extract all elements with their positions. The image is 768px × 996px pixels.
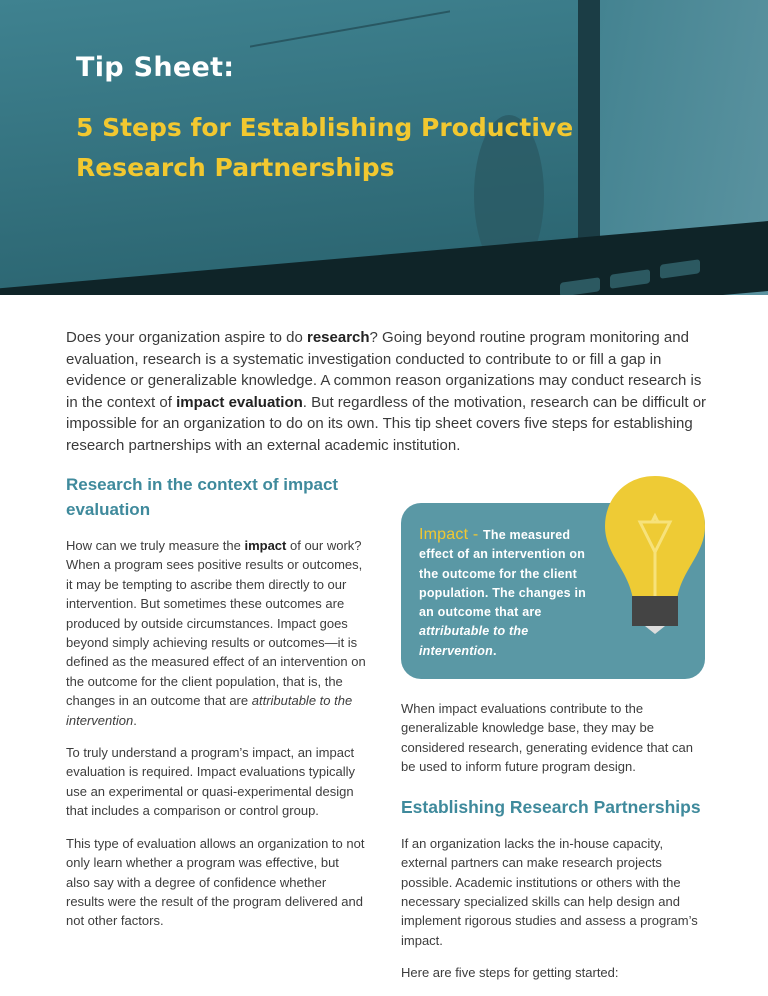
bold-term: impact evaluation	[176, 393, 303, 411]
page-subtitle: 5 Steps for Establishing Productive Research Partnerships	[76, 113, 574, 182]
definition-callout	[401, 503, 705, 679]
intro-paragraph	[66, 327, 711, 456]
paragraph: This type of evaluation allows an organization to not only learn whether a program was effective, but also say with a degree of confidence whether results were the result of the program delivered and not other factors.	[66, 835, 365, 929]
lightbulb-icon	[600, 474, 710, 649]
text: ? Going beyond routine program monitoring and evaluation, research is a systematic investigation conducted to contribute to or fill a gap in evidence or generalizable knowledge. A common reason organizations may conduct research is in the context of	[66, 329, 702, 411]
text: . But regardless of the motivation, research can be difficult or impossible for an organization to do on its own. This tip sheet covers five steps for establishing research partnerships with an external academic institution.	[66, 393, 707, 454]
bold-term: research	[306, 329, 370, 346]
text: How can we truly measure the	[66, 538, 245, 553]
page-title: Tip Sheet:	[76, 52, 235, 83]
two-column-body	[66, 472, 706, 996]
paragraph: When impact evaluations contribute to the generalizable knowledge base, they may be considered research, generating evidence that can be used to inform future program design.	[401, 701, 693, 775]
text: .	[133, 712, 137, 728]
paragraph	[66, 536, 366, 730]
callout-definition: The measured effect of an intervention on the outcome for the client population. The changes in an outcome that are	[419, 528, 587, 620]
left-column	[66, 472, 366, 996]
bold-term: impact	[244, 538, 287, 553]
italic-text: attributable to the intervention	[66, 693, 353, 728]
right-column	[401, 472, 706, 996]
paragraph: Here are five steps for getting started:	[401, 965, 619, 981]
paragraph: If an organization lacks the in-house capacity, external partners can make research projects possible. Academic institutions or others with the necessary specialized skills can help design and implement rigorous studies and assess a program’s impact.	[401, 835, 698, 948]
italic-text: attributable to the intervention	[419, 624, 529, 658]
text: .	[492, 643, 497, 658]
callout-term: Impact -	[419, 526, 484, 543]
section-heading: Research in the context of impact evaluation	[66, 475, 339, 519]
header-banner	[0, 0, 768, 295]
text: of our work? When a program sees positive results or outcomes, it may be tempting to ascribe them directly to our intervention. But sometimes these outcomes are produced by outside circumstances. Impact goes beyond simply achieving results or outcomes—it is defined as the measured effect of an intervention on the outcome for the client population, that is, the changes in an outcome that are	[66, 538, 366, 709]
section-heading: Establishing Research Partnerships	[401, 796, 701, 817]
text: Does your organization aspire to do	[66, 329, 307, 346]
paragraph: To truly understand a program’s impact, an impact evaluation is required. Impact evaluations typically use an experimental or quasi-experimental design that includes a comparison or control group.	[66, 745, 356, 819]
